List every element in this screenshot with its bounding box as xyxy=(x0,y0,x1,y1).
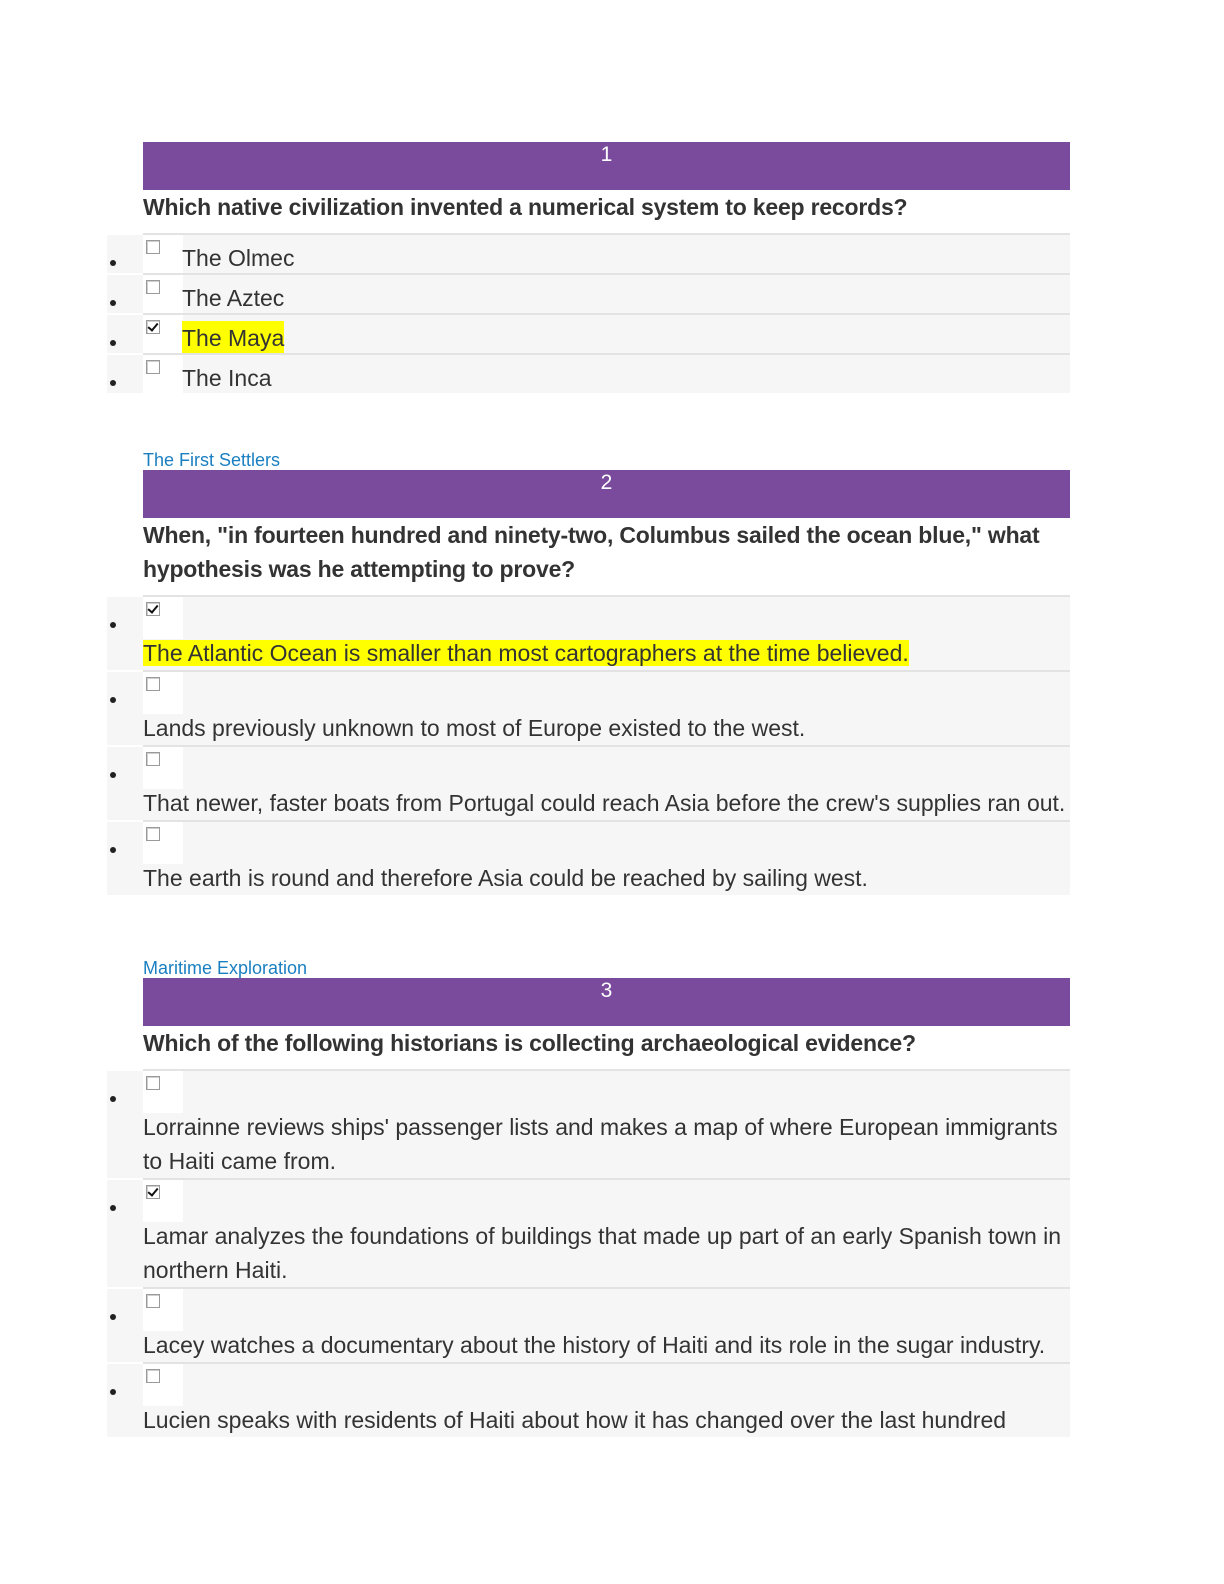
answer-option[interactable] xyxy=(143,1362,1070,1437)
answer-option[interactable] xyxy=(143,313,1070,353)
answer-text: The Maya xyxy=(182,321,284,355)
answer-option[interactable] xyxy=(143,233,1070,273)
question-text: Which native civilization invented a numerical system to keep records? xyxy=(143,194,908,220)
checkbox[interactable] xyxy=(146,360,160,374)
checkbox[interactable] xyxy=(146,827,160,841)
answer-text: That newer, faster boats from Portugal could reach Asia before the crew's supplies ran out. xyxy=(143,790,1066,816)
answer-list xyxy=(143,595,1070,895)
answer-list xyxy=(143,233,1070,393)
answer-option[interactable] xyxy=(143,745,1070,820)
answer-text: The Olmec xyxy=(182,245,295,271)
answer-text: The Aztec xyxy=(182,285,285,311)
checkbox[interactable] xyxy=(146,320,160,334)
question-number-bar: 3 xyxy=(143,978,1070,1026)
answer-text: The Atlantic Ocean is smaller than most cartographers at the time believed. xyxy=(143,640,909,666)
bullet-icon xyxy=(110,340,116,346)
question-text: When, "in fourteen hundred and ninety-two, Columbus sailed the ocean blue," what hypothesis was he attempting to prove? xyxy=(143,522,1040,582)
bullet-icon xyxy=(110,260,116,266)
bullet-icon xyxy=(110,772,116,778)
bullet-icon xyxy=(110,300,116,306)
question-text: Which of the following historians is collecting archaeological evidence? xyxy=(143,1030,916,1056)
answer-text: Lamar analyzes the foundations of buildings that made up part of an early Spanish town in northern Haiti. xyxy=(143,1223,1062,1283)
answer-option[interactable] xyxy=(143,353,1070,393)
question-2 xyxy=(143,446,1070,895)
checkbox[interactable] xyxy=(146,752,160,766)
checkbox[interactable] xyxy=(146,1076,160,1090)
checkbox[interactable] xyxy=(146,1369,160,1383)
checkbox[interactable] xyxy=(146,240,160,254)
answer-text: Lacey watches a documentary about the history of Haiti and its role in the sugar industry. xyxy=(143,1332,1046,1358)
bullet-icon xyxy=(110,1389,116,1395)
bullet-icon xyxy=(110,697,116,703)
answer-option[interactable] xyxy=(143,820,1070,895)
answer-option[interactable] xyxy=(143,273,1070,313)
answer-option[interactable] xyxy=(143,1287,1070,1362)
bullet-icon xyxy=(110,847,116,853)
answer-option[interactable] xyxy=(143,1178,1070,1287)
answer-list xyxy=(143,1069,1070,1437)
answer-option[interactable] xyxy=(143,595,1070,670)
question-number-bar: 1 xyxy=(143,142,1070,190)
checkbox[interactable] xyxy=(146,280,160,294)
checkbox[interactable] xyxy=(146,1185,160,1199)
bullet-icon xyxy=(110,380,116,386)
answer-text: Lorrainne reviews ships' passenger lists and makes a map of where European immigrants to Haiti came from. xyxy=(143,1114,1058,1174)
checkbox[interactable] xyxy=(146,602,160,616)
bullet-icon xyxy=(110,1205,116,1211)
checkbox[interactable] xyxy=(146,1294,160,1308)
answer-text: Lands previously unknown to most of Europe existed to the west. xyxy=(143,715,806,741)
answer-text: The earth is round and therefore Asia could be reached by sailing west. xyxy=(143,865,868,891)
bullet-icon xyxy=(110,622,116,628)
topic-link[interactable]: The First Settlers xyxy=(143,450,281,470)
quiz-page xyxy=(143,142,1070,1437)
question-3 xyxy=(143,954,1070,1437)
answer-option[interactable] xyxy=(143,670,1070,745)
checkbox[interactable] xyxy=(146,677,160,691)
answer-text: The Inca xyxy=(182,365,272,391)
topic-link[interactable]: Maritime Exploration xyxy=(143,958,308,978)
question-1 xyxy=(143,142,1070,393)
question-number-bar: 2 xyxy=(143,470,1070,518)
bullet-icon xyxy=(110,1096,116,1102)
answer-text: Lucien speaks with residents of Haiti about how it has changed over the last hundred xyxy=(143,1407,1007,1433)
bullet-icon xyxy=(110,1314,116,1320)
answer-option[interactable] xyxy=(143,1069,1070,1178)
